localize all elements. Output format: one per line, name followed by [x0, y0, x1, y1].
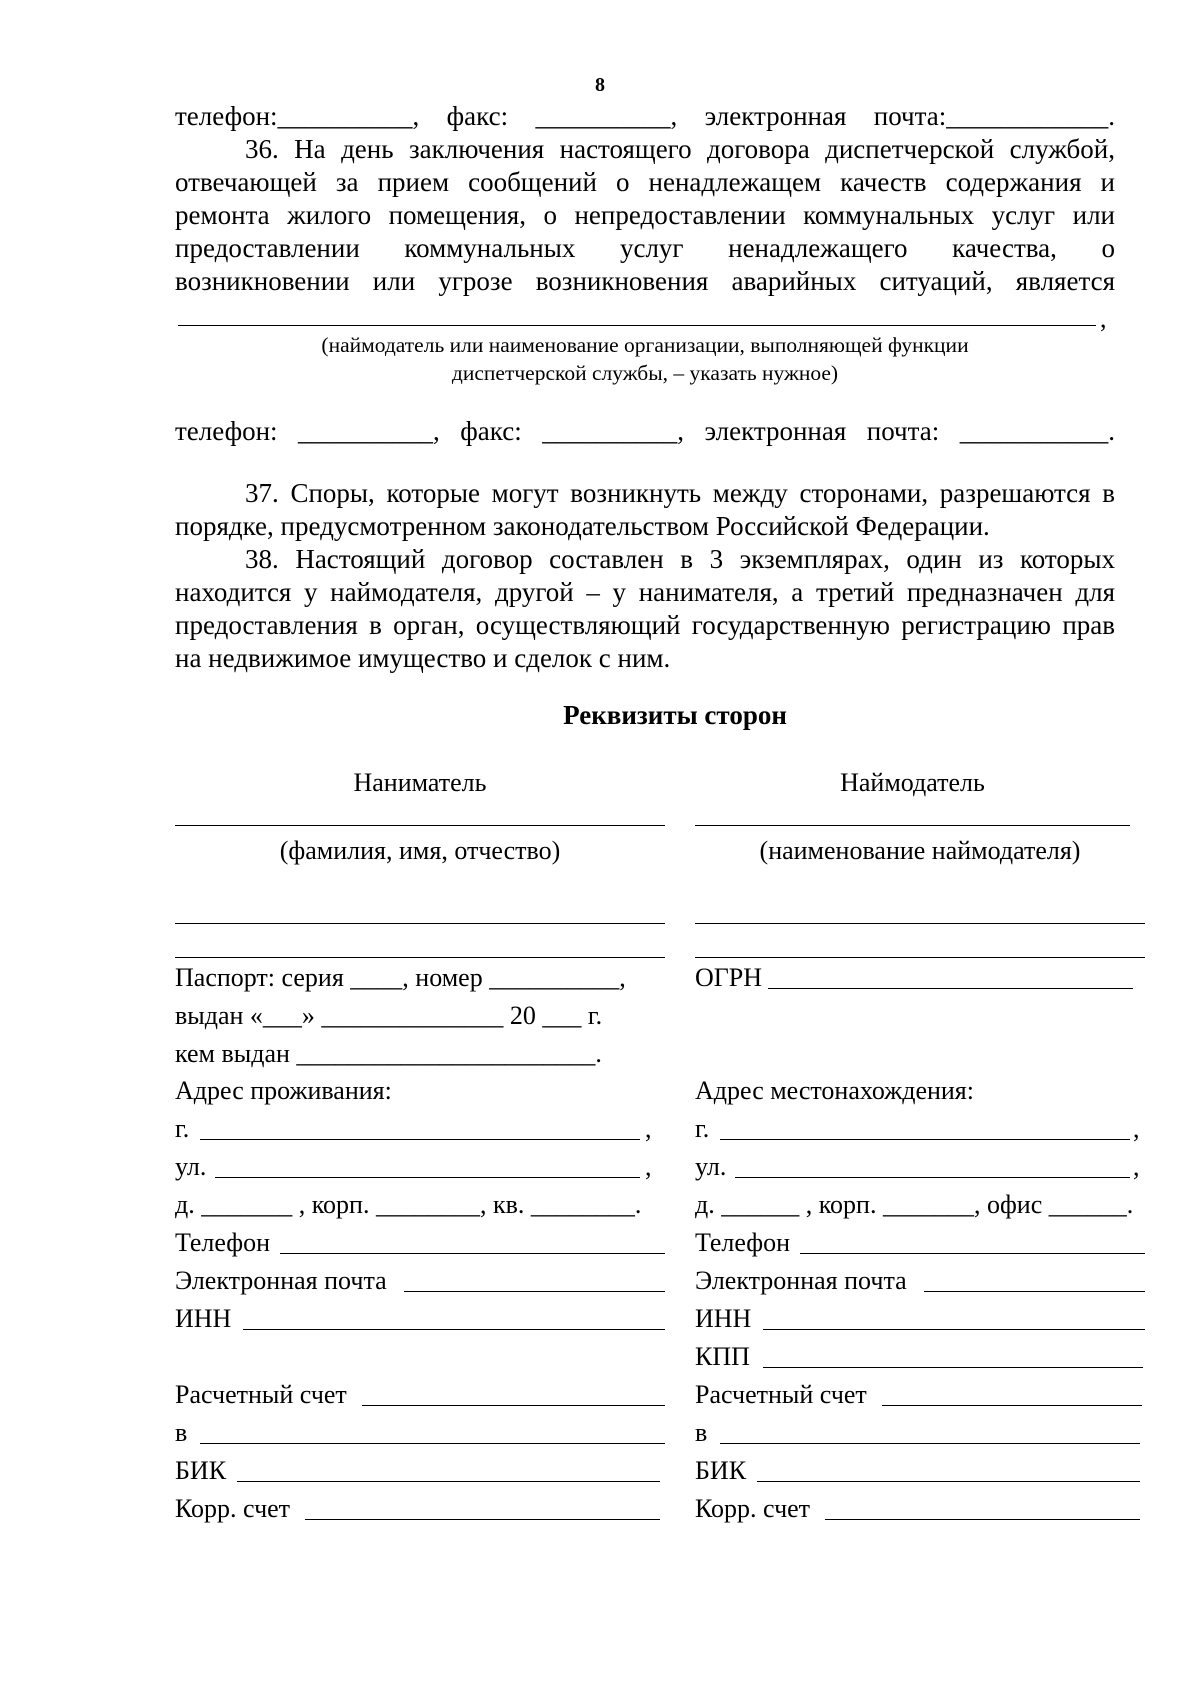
clause-36-line-5: возникновении или угрозе возникновения аварийных ситуаций, является [175, 266, 1115, 296]
landlord-street-comma: , [1133, 1152, 1140, 1181]
landlord-extra-line-2[interactable] [695, 957, 1145, 958]
tenant-street-comma: , [645, 1152, 652, 1181]
contacts-line-2: телефон: __________, факс: __________, электронная почта: ___________. [175, 416, 1115, 446]
tenant-city-label: г. [175, 1114, 190, 1143]
tenant-name-line[interactable] [175, 825, 665, 826]
landlord-title: Наймодатель [840, 768, 985, 797]
landlord-street-label: ул. [695, 1152, 727, 1181]
landlord-bik-line[interactable] [757, 1481, 1140, 1482]
tenant-corr-line[interactable] [305, 1519, 660, 1520]
tenant-bik-line[interactable] [237, 1481, 660, 1482]
landlord-corr-line[interactable] [825, 1519, 1140, 1520]
tenant-city-comma: , [645, 1114, 652, 1143]
landlord-ogrn-line[interactable] [768, 988, 1133, 989]
tenant-bik-label: БИК [175, 1456, 227, 1485]
dispatcher-caption-1: (наймодатель или наименование организации, выполняющей функции [321, 333, 969, 357]
landlord-name-line[interactable] [695, 825, 1130, 826]
landlord-email-label: Электронная почта [695, 1266, 907, 1295]
tenant-issued-date: выдан «___» ______________ 20 ___ г. [175, 1001, 603, 1030]
clause-37: 37. Споры, которые могут возникнуть между сторонами, разрешаются в порядке, предусмотренном законодательством Российской Федерации. [175, 478, 1115, 541]
landlord-bank-line[interactable] [720, 1443, 1140, 1444]
landlord-account-label: Расчетный счет [695, 1380, 867, 1409]
landlord-corr-label: Корр. счет [695, 1494, 811, 1523]
landlord-city-comma: , [1133, 1114, 1140, 1143]
landlord-inn-label: ИНН [695, 1304, 752, 1333]
tenant-name-caption: (фамилия, имя, отчество) [279, 836, 561, 865]
clause-36-line-4: предоставлении коммунальных услуг ненадлежащего качества, о [175, 233, 1115, 263]
landlord-account-line[interactable] [882, 1405, 1142, 1406]
dispatcher-caption-2: диспетчерской службы, – указать нужное) [451, 361, 839, 385]
tenant-inn-label: ИНН [175, 1304, 232, 1333]
landlord-extra-line-1[interactable] [695, 923, 1145, 924]
dispatcher-fill-line[interactable] [178, 325, 1096, 326]
tenant-bank-line[interactable] [200, 1443, 665, 1444]
contacts-line-1: телефон:__________, факс: __________, электронная почта:____________. [175, 101, 1115, 131]
landlord-phone-label: Телефон [695, 1228, 791, 1257]
tenant-corr-label: Корр. счет [175, 1494, 291, 1523]
tenant-inn-line[interactable] [243, 1329, 665, 1330]
tenant-account-label: Расчетный счет [175, 1380, 347, 1409]
tenant-issued-by: кем выдан _______________________. [175, 1039, 602, 1068]
dispatcher-fill-end: , [1100, 304, 1107, 333]
tenant-extra-line-2[interactable] [175, 957, 665, 958]
landlord-kpp-line[interactable] [763, 1367, 1143, 1368]
clause-38: 38. Настоящий договор составлен в 3 экземплярах, один из которых находится у наймодателя, другой – у нанимателя, а третий предназначен для предоставления в орган, осуществляющий государственную регистрацию прав на недвижимое имущество и сделок с ним. [175, 544, 1115, 673]
tenant-street-line[interactable] [215, 1177, 640, 1178]
page-number: 8 [595, 74, 605, 96]
tenant-address-title: Адрес проживания: [175, 1076, 392, 1105]
tenant-extra-line-1[interactable] [175, 923, 665, 924]
tenant-phone-label: Телефон [175, 1228, 271, 1257]
tenant-title: Наниматель [353, 768, 487, 797]
landlord-kpp-label: КПП [695, 1342, 750, 1371]
landlord-bank-label: в [695, 1418, 708, 1447]
tenant-street-label: ул. [175, 1152, 207, 1181]
tenant-email-line[interactable] [404, 1291, 665, 1292]
landlord-phone-line[interactable] [800, 1253, 1145, 1254]
clause-36-line-1: 36. На день заключения настоящего договора диспетчерской службой, [245, 134, 1115, 164]
landlord-city-label: г. [695, 1114, 710, 1143]
tenant-bank-label: в [175, 1418, 188, 1447]
landlord-name-caption: (наименование наймодателя) [759, 836, 1081, 865]
landlord-building: д. ______ , корп. _______, офис ______. [695, 1190, 1134, 1219]
landlord-street-line[interactable] [735, 1177, 1130, 1178]
tenant-email-label: Электронная почта [175, 1266, 387, 1295]
tenant-building: д. _______ , корп. ________, кв. ________. [175, 1190, 642, 1219]
tenant-city-line[interactable] [200, 1139, 640, 1140]
landlord-bik-label: БИК [695, 1456, 747, 1485]
tenant-phone-line[interactable] [280, 1253, 665, 1254]
landlord-email-line[interactable] [924, 1291, 1145, 1292]
landlord-ogrn-label: ОГРН [695, 963, 763, 992]
requisites-title: Реквизиты сторон [563, 700, 787, 730]
landlord-address-title: Адрес местонахождения: [695, 1076, 974, 1105]
landlord-inn-line[interactable] [763, 1329, 1145, 1330]
clause-36-line-2: отвечающей за прием сообщений о ненадлежащем качеств содержания и [175, 167, 1115, 197]
tenant-account-line[interactable] [362, 1405, 665, 1406]
landlord-city-line[interactable] [720, 1139, 1130, 1140]
clause-36-line-3: ремонта жилого помещения, о непредоставлении коммунальных услуг или [175, 200, 1115, 230]
tenant-passport: Паспорт: серия ____, номер __________, [175, 963, 626, 992]
